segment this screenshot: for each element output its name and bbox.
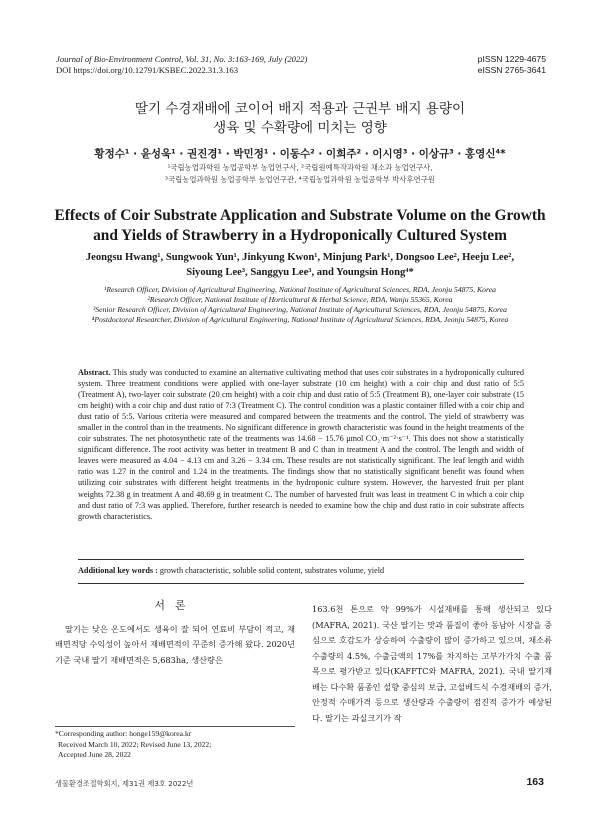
- received-date: Received March 10, 2022; Revised June 13, 2022;: [58, 739, 212, 749]
- section-title: 서론: [154, 599, 196, 612]
- affiliation-4: ⁴Postdoctoral Researcher, Division of Agricultural Engineering, National Institute of Agricultural Sciences, RDA, Jeonju 54875, Korea: [91, 315, 509, 324]
- body-right-column: [312, 602, 552, 726]
- english-title: [0, 206, 600, 246]
- keywords: [78, 566, 524, 575]
- keywords-text: growth characteristic, soluble solid content, substrates volume, yield: [159, 566, 385, 575]
- keywords-label: Additional key words :: [78, 566, 158, 575]
- korean-authors: 황정수¹ · 윤성욱¹ · 권진경¹ · 박민정¹ · 이동수² · 이희주² · 이시영³ · 이상규³ · 홍영신⁴*: [94, 148, 506, 160]
- english-affiliations: [70, 285, 530, 325]
- footnote-divider: [55, 726, 295, 727]
- english-authors: [0, 250, 600, 280]
- abstract-text: This study was conducted to examine an alternative cultivating method that uses coir substrates in a hydroponically cultured system. Three treatment conditions were applied with one-layer substrate (10 cm height) with a coir chip and dust ratio of 5:5 (Treatment A), two-layer coir substrate (20 cm height) with a coir chip and dust ratio of 5:5 (Treatment B), one-layer coir substrate (15 cm height) with a coir chip and dust ratio of 7:3 (Treatment C). The control condition was a plastic container filled with a coir chip and dust ratio of 5:5. Various criteria were measured and compared between the treatments and the control. The yield of strawberry was smaller in the control than in the treatments. No significant difference in growth characteristic was found in the height treatments of the coir substrates. The net photosynthetic rate of the treatments was 14.68 − 15.76 μmol CO₂·m⁻²·s⁻¹. This does not show a statistically significant difference. The root activity was better in treatment B and C than in treatment A and the control. The length and width of leaves were measured as 4.04 − 4.13 cm and 3.26 − 3.34 cm. These results are not statistically significant. The leaf length and width ratio was 1.27 in the control and 1.24 in the treatments. The findings show that no statistically significant benefit was found when utilizing coir substrates with different height treatments in the hydroponic culture system. However, the harvested fruit per plant weights 72.38 g in treatment A and 48.69 g in treatment C. The number of harvested fruit was least in treatment C in which a coir chip and dust ratio of 7:3 was applied. Therefore, further research is needed to examine how the chip and dust ratio in coir substrate affects growth characteristics.: [78, 368, 524, 521]
- footer-journal: 생물환경조절학회지, 제31권 제3호 2022년: [55, 779, 194, 788]
- doi: DOI https://doi.org/10.12791/KSBEC.2022.31.3.163: [56, 65, 238, 75]
- korean-title-line-2: 생육 및 수확량에 미치는 영향: [213, 120, 387, 136]
- korean-affiliations: [0, 162, 600, 186]
- abstract-label: Abstract.: [78, 368, 111, 377]
- corresponding-author: *Corresponding author: honge159@korea.kr: [55, 729, 192, 738]
- english-title-line-1: Effects of Coir Substrate Application and Substrate Volume on the Growth: [54, 207, 546, 224]
- affiliation-3: ³Senior Research Officer, Division of Agricultural Engineering, National Institute of Agricultural Sciences, RDA, Jeonju 54875, Korea: [93, 305, 507, 314]
- footnote: [55, 729, 295, 761]
- english-authors-line-2: Siyoung Lee³, Sanggyu Lee³, and Youngsin Hong⁴*: [186, 267, 414, 278]
- intro-paragraph: 딸기는 낮은 온도에서도 생육이 잘 되어 연료비 부담이 적고, 재배면적당 수익성이 높아서 재배면적이 꾸준히 증가해 왔다. 2020년 기준 국내 딸기 재배면적은 5,683ha, 생산량은: [55, 623, 295, 665]
- intro-paragraph-continued: 163.6천 톤으로 약 99%가 시설재배를 통해 생산되고 있다(MAFRA, 2021). 국산 딸기는 맛과 품질이 좋아 동남아 시장을 중심으로 호감도가 상승하여 수출량이 많이 증가하고 있으며, 채소류 수출량의 4.5%, 수출금액의 17%를 차지하는 고부가가치 수출 품목으로 평가받고 있다(KAFFTC와 MAFRA, 2021). 국내 딸기재배는 다수확 품종인 설향 중심의 보급, 고설베드식 수경재배의 증가, 안정적 수매가격 등으로 생산량과 수출량이 점진적 증가가 예상된다. 딸기는 과실크기가 작: [312, 604, 552, 723]
- affiliation-1: ¹Research Officer, Division of Agricultural Engineering, National Institute of Agricultural Sciences, RDA, Jeonju 54875, Korea: [104, 285, 496, 294]
- affiliation-2: ²Research Officer, National Institute of Horticultural & Herbal Science, RDA, Wanju 55365, Korea: [147, 295, 453, 304]
- journal-citation: Journal of Bio-Environment Control, Vol. 31, No. 3:163-169, July (2022): [56, 54, 308, 64]
- korean-title-line-1: 딸기 수경재배에 코이어 배지 적용과 근권부 배지 용량이: [135, 101, 465, 117]
- abstract: [78, 367, 524, 522]
- journal-header: [56, 54, 307, 76]
- issn-block: [478, 54, 546, 76]
- page-number: 163: [526, 776, 544, 788]
- english-title-line-2: and Yields of Strawberry in a Hydroponically Cultured System: [93, 227, 507, 244]
- pissn: pISSN 1229-4675: [477, 54, 546, 64]
- body-left-column: [55, 598, 295, 668]
- korean-affiliation-line-1: ¹국립농업과학원 농업공학부 농업연구사, ²국립원예특작과학원 채소과 농업연구사,: [167, 163, 433, 172]
- korean-affiliation-line-2: ³국립농업과학원 농업공학부 농업연구관, ⁴국립농업과학원 농업공학부 박사후연구원: [165, 175, 435, 184]
- abstract-divider-bottom: [78, 583, 524, 584]
- korean-title: [0, 100, 600, 138]
- english-authors-line-1: Jeongsu Hwang¹, Sungwook Yun¹, Jinkyung Kwon¹, Minjung Park¹, Dongsoo Lee², Heeju Lee²,: [85, 252, 515, 263]
- eissn: eISSN 2765-3641: [477, 65, 546, 75]
- accepted-date: Accepted June 28, 2022: [58, 750, 131, 759]
- abstract-divider-top: [78, 559, 524, 560]
